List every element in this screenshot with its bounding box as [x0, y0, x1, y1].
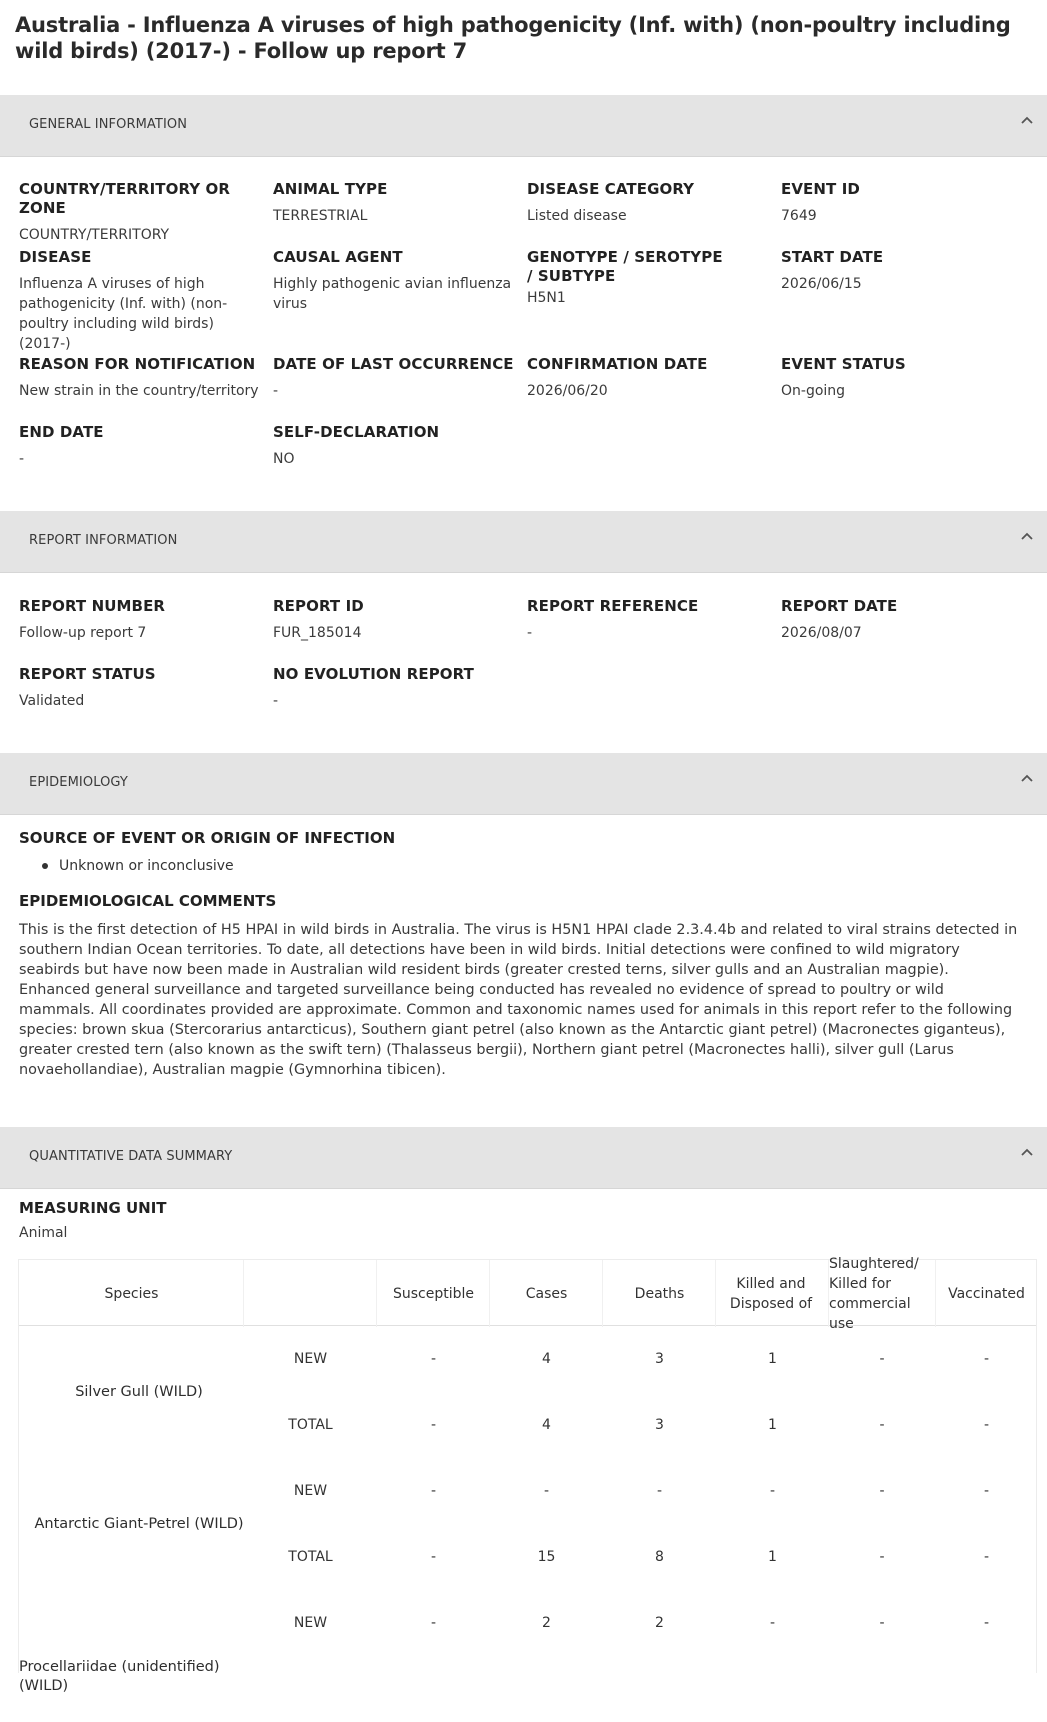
- field-country-zone: [19, 180, 269, 245]
- field-label: REPORT ID: [273, 597, 364, 615]
- column-header-cases: Cases: [525, 1285, 568, 1302]
- cell-deaths: -: [656, 1483, 663, 1499]
- chevron-up-icon[interactable]: [1020, 114, 1034, 128]
- row-type: NEW: [293, 1615, 328, 1631]
- cell-deaths: 8: [655, 1549, 664, 1565]
- column-divider: [489, 1260, 490, 1327]
- column-divider: [243, 1260, 244, 1327]
- field-label: REPORT NUMBER: [19, 597, 166, 615]
- cell-killed-disposed: -: [769, 1615, 776, 1631]
- field-last-occurrence: [273, 355, 523, 401]
- column-divider: [376, 1260, 377, 1327]
- field-value: COUNTRY/TERRITORY: [19, 227, 170, 243]
- field-label: SELF-DECLARATION: [273, 423, 440, 441]
- field-label: DISEASE CATEGORY: [527, 180, 695, 198]
- field-label: COUNTRY/TERRITORY OR ZONE: [19, 180, 231, 217]
- field-label: CONFIRMATION DATE: [527, 355, 708, 373]
- cell-cases: -: [543, 1483, 550, 1499]
- field-label: REPORT STATUS: [19, 665, 156, 683]
- field-value: 7649: [781, 208, 817, 224]
- row-type: NEW: [293, 1483, 328, 1499]
- table-row: [19, 1524, 1036, 1590]
- field-value: -: [273, 383, 279, 399]
- measuring-unit-label: MEASURING UNIT: [19, 1199, 167, 1217]
- cell-killed-disposed: -: [769, 1483, 776, 1499]
- chevron-up-icon[interactable]: [1020, 772, 1034, 786]
- measuring-unit-value: Animal: [19, 1225, 68, 1241]
- cell-slaughtered: -: [879, 1417, 885, 1433]
- field-genotype: [527, 248, 727, 308]
- source-heading: SOURCE OF EVENT OR ORIGIN OF INFECTION: [19, 829, 396, 847]
- chevron-up-icon[interactable]: [1020, 530, 1034, 544]
- cell-slaughtered: -: [879, 1483, 885, 1499]
- cell-vaccinated: -: [983, 1615, 990, 1631]
- field-confirmation-date: [527, 355, 777, 401]
- species-label-text: Procellariidae (unidentified) (WILD): [19, 1659, 220, 1694]
- row-type: TOTAL: [288, 1549, 333, 1565]
- field-value: H5N1: [527, 290, 566, 306]
- cell-vaccinated: -: [983, 1417, 990, 1433]
- cell-slaughtered: -: [879, 1615, 885, 1631]
- cell-susceptible: -: [430, 1615, 437, 1631]
- field-self-declaration: [273, 423, 523, 469]
- field-report-date: [781, 597, 1031, 643]
- field-value: -: [273, 693, 279, 709]
- field-label: DISEASE: [19, 248, 92, 266]
- cell-deaths: 3: [655, 1351, 664, 1367]
- field-value: New strain in the country/territory: [19, 383, 259, 399]
- field-label: ANIMAL TYPE: [273, 180, 388, 198]
- field-no-evolution-report: [273, 665, 523, 711]
- field-value: -: [527, 625, 533, 641]
- column-header-vaccinated: Vaccinated: [948, 1285, 1025, 1302]
- field-value: 2026/06/15: [781, 276, 862, 292]
- source-list: [40, 856, 234, 876]
- cell-cases: 4: [542, 1351, 551, 1367]
- species-label: Silver Gull (WILD): [75, 1383, 203, 1400]
- field-value: On-going: [781, 383, 846, 399]
- column-header-species: Species: [104, 1285, 159, 1302]
- column-header-slaughtered: [829, 1250, 935, 1337]
- field-disease-category: [527, 180, 777, 226]
- section-title: REPORT INFORMATION: [29, 533, 178, 548]
- cell-susceptible: -: [430, 1483, 437, 1499]
- field-label: END DATE: [19, 423, 104, 441]
- list-item: Unknown or inconclusive: [40, 856, 234, 876]
- field-causal-agent: [273, 248, 518, 314]
- field-label: EVENT STATUS: [781, 355, 906, 373]
- cell-vaccinated: -: [983, 1483, 990, 1499]
- field-report-id: [273, 597, 523, 643]
- cell-slaughtered: -: [879, 1351, 885, 1367]
- quantitative-table: [18, 1255, 1037, 1694]
- row-type: NEW: [293, 1351, 328, 1367]
- cell-susceptible: -: [430, 1549, 437, 1565]
- species-label: Antarctic Giant-Petrel (WILD): [34, 1515, 244, 1532]
- section-header-quantitative[interactable]: [0, 1127, 1047, 1189]
- field-value: NO: [273, 451, 295, 467]
- page-title: Australia - Influenza A viruses of high pathogenicity (Inf. with) (non-poultry including wild birds) (2017-) - Follow up report 7: [15, 13, 1011, 63]
- column-header-deaths: Deaths: [634, 1285, 685, 1302]
- cell-killed-disposed: 1: [768, 1351, 777, 1367]
- table-row: [19, 1590, 1036, 1656]
- section-title: EPIDEMIOLOGY: [29, 775, 128, 790]
- cell-slaughtered: -: [879, 1549, 885, 1565]
- cell-deaths: 2: [655, 1615, 664, 1631]
- section-header-report[interactable]: [0, 511, 1047, 573]
- field-value: Validated: [19, 693, 85, 709]
- cell-killed-disposed: 1: [768, 1417, 777, 1433]
- field-value: TERRESTRIAL: [273, 208, 368, 224]
- cell-cases: 4: [542, 1417, 551, 1433]
- table-row: [19, 1326, 1036, 1392]
- field-animal-type: [273, 180, 523, 226]
- section-header-epidemiology[interactable]: [0, 753, 1047, 815]
- field-report-reference: [527, 597, 777, 643]
- column-header-susceptible: Susceptible: [392, 1285, 475, 1302]
- cell-deaths: 3: [655, 1417, 664, 1433]
- field-value: Influenza A viruses of high pathogenicity (Inf. with) (non-poultry including wild birds) (2017-): [19, 276, 228, 352]
- column-header-slaughtered-text: Slaughtered/ Killed for commercial use: [829, 1255, 919, 1332]
- cell-susceptible: -: [430, 1417, 437, 1433]
- cell-vaccinated: -: [983, 1351, 990, 1367]
- field-event-id: [781, 180, 1031, 226]
- field-report-number: [19, 597, 269, 643]
- section-header-general[interactable]: [0, 95, 1047, 157]
- field-label: DATE OF LAST OCCURRENCE: [273, 355, 514, 373]
- field-report-status: [19, 665, 269, 711]
- column-divider: [828, 1260, 829, 1327]
- field-label: CAUSAL AGENT: [273, 248, 403, 266]
- field-value: 2026/08/07: [781, 625, 862, 641]
- table-row: [19, 1458, 1036, 1524]
- cell-killed-disposed: 1: [768, 1549, 777, 1565]
- field-label: REASON FOR NOTIFICATION: [19, 355, 256, 373]
- field-disease: [19, 248, 264, 354]
- table-header: [19, 1255, 1036, 1332]
- column-divider: [602, 1260, 603, 1327]
- field-value: 2026/06/20: [527, 383, 608, 399]
- chevron-up-icon[interactable]: [1020, 1146, 1034, 1160]
- field-label: NO EVOLUTION REPORT: [273, 665, 474, 683]
- field-start-date: [781, 248, 1031, 294]
- column-divider: [935, 1260, 936, 1327]
- field-value: FUR_185014: [273, 625, 362, 641]
- column-header-killed-disposed: [716, 1260, 826, 1327]
- epidemiological-comments: This is the first detection of H5 HPAI in wild birds in Australia. The virus is H5N1 HPAI clade 2.3.4.4b and related to viral strains detected in southern Indian Ocean territories. To date, all detections have been in wild birds. Initial detections were confined to wild migratory seabirds but have now been made in Australian wild resident birds (greater crested terns, silver gulls and an Australian magpie). Enhanced general surveillance and targeted surveillance being conducted has revealed no evidence of spread to poultry or wild mammals. All coordinates provided are approximate. Common and taxonomic names used for animals in this report refer to the following species: brown skua (Stercorarius antarcticus), Southern giant petrel (also known as the Antarctic giant petrel) (Macronectes giganteus), greater crested tern (also known as the swift tern) (Thalasseus bergii), Northern giant petrel (Macronectes halli), silver gull (Larus novaehollandiae), Australian magpie (Gymnorhina tibicen).: [19, 922, 1018, 1078]
- field-value: Listed disease: [527, 208, 627, 224]
- cell-vaccinated: -: [983, 1549, 990, 1565]
- field-reason-notification: [19, 355, 269, 401]
- field-value: Follow-up report 7: [19, 625, 147, 641]
- cell-susceptible: -: [430, 1351, 437, 1367]
- field-label: EVENT ID: [781, 180, 860, 198]
- field-end-date: [19, 423, 269, 469]
- field-label: REPORT DATE: [781, 597, 898, 615]
- field-value: -: [19, 451, 25, 467]
- cell-cases: 15: [537, 1549, 556, 1565]
- field-value: Highly pathogenic avian influenza virus: [273, 276, 512, 312]
- field-label: REPORT REFERENCE: [527, 597, 699, 615]
- field-event-status: [781, 355, 1031, 401]
- column-header-type: [244, 1260, 377, 1327]
- column-divider: [715, 1260, 716, 1327]
- column-header-killed-disposed-text: Killed and Disposed of: [729, 1275, 813, 1312]
- row-type: TOTAL: [288, 1417, 333, 1433]
- comments-heading: EPIDEMIOLOGICAL COMMENTS: [19, 892, 277, 910]
- cell-cases: 2: [542, 1615, 551, 1631]
- section-title: GENERAL INFORMATION: [29, 117, 188, 132]
- field-label: GENOTYPE / SEROTYPE / SUBTYPE: [527, 248, 723, 285]
- section-title: QUANTITATIVE DATA SUMMARY: [29, 1149, 233, 1164]
- table-row: [19, 1392, 1036, 1458]
- field-label: START DATE: [781, 248, 884, 266]
